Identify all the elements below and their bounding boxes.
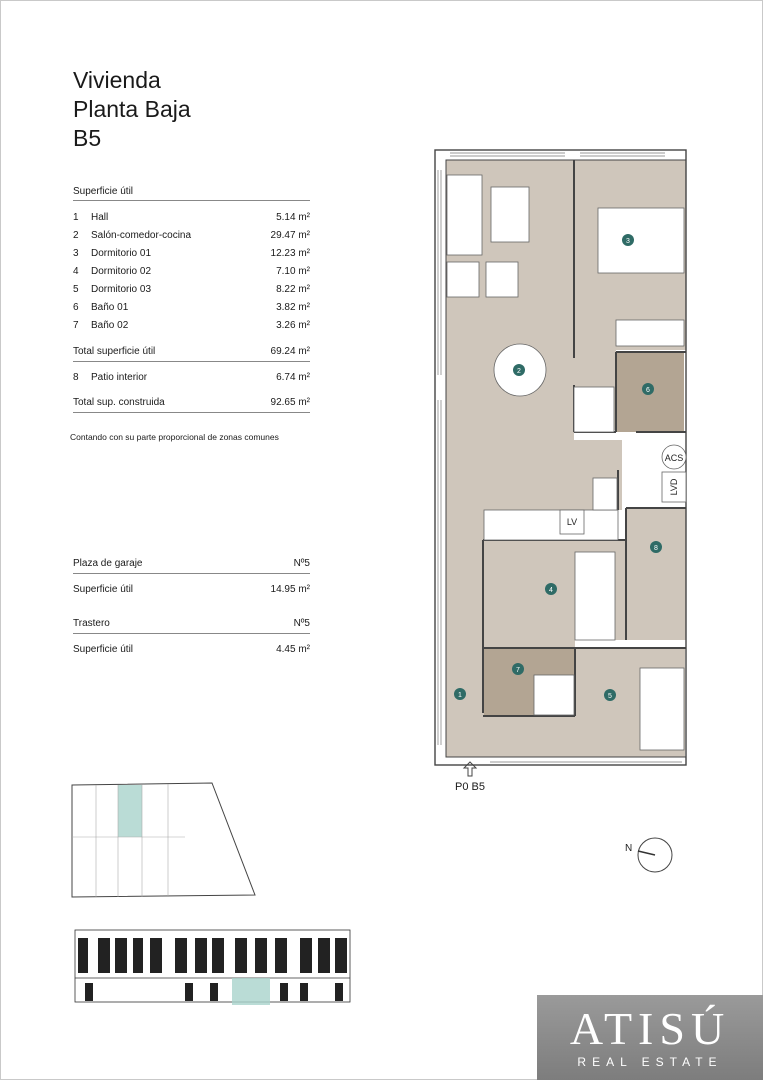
room-row: 4 Dormitorio 02 7.10 m² — [73, 266, 310, 277]
surface-header: Superficie útil — [73, 183, 310, 201]
title-line-2: Planta Baja — [73, 96, 191, 122]
bed-single — [575, 552, 615, 640]
marker-label: 7 — [516, 667, 520, 674]
room-row: 5 Dormitorio 03 8.22 m² — [73, 284, 310, 295]
room-row: 3 Dormitorio 01 12.23 m² — [73, 248, 310, 259]
marker-label: 6 — [646, 387, 650, 394]
storage-row: Trastero Nº5 — [73, 615, 310, 634]
garage-row: Plaza de garaje Nº5 — [73, 555, 310, 574]
built-row: Total sup. construida 92.65 m² — [73, 394, 310, 413]
garage-table — [73, 555, 310, 599]
sofa — [447, 175, 482, 255]
page-title — [73, 66, 191, 153]
room-row: 2 Salón-comedor-cocina 29.47 m² — [73, 230, 310, 241]
marker-label: 1 — [458, 692, 462, 699]
room-row: 6 Baño 01 3.82 m² — [73, 302, 310, 313]
title-line-3: B5 — [73, 125, 102, 151]
wardrobe — [616, 320, 684, 346]
entry-arrow-icon — [464, 762, 476, 776]
room-row: 1 Hall 5.14 m² — [73, 212, 310, 223]
highlighted-unit — [118, 785, 142, 837]
logo-name: ATISÚ — [569, 1003, 731, 1054]
marker-label: 5 — [608, 693, 612, 700]
marker-label: 2 — [517, 368, 521, 375]
brand-logo — [537, 995, 763, 1080]
lv-label: LV — [566, 517, 578, 527]
coffee-table — [491, 187, 529, 242]
surface-note: Contando con su parte proporcional de zonas comunes — [70, 432, 279, 442]
marker-label: 4 — [549, 587, 553, 594]
north-label: N — [625, 843, 633, 854]
logo-tagline: REAL ESTATE — [577, 1055, 723, 1069]
armchair — [447, 262, 479, 297]
room-row: 7 Baño 02 3.26 m² — [73, 320, 310, 331]
site-key-plan — [70, 780, 265, 900]
storage-surface-row: Superficie útil 4.45 m² — [73, 644, 310, 655]
shower-02 — [534, 675, 574, 715]
compass — [620, 832, 680, 882]
lvd-label: LVD — [669, 478, 679, 496]
patio-row: 8 Patio interior 6.74 m² — [73, 372, 310, 383]
floor-plan — [425, 145, 763, 800]
unit-label: P0 B5 — [455, 781, 485, 793]
shower-01 — [574, 387, 614, 432]
title-line-1: Vivienda — [73, 67, 161, 93]
building-elevation — [70, 920, 360, 1010]
bed-single-3 — [640, 668, 684, 750]
patio-floor — [626, 508, 686, 640]
surface-table — [73, 183, 310, 413]
bed-double — [598, 208, 684, 273]
garage-surface-row: Superficie útil 14.95 m² — [73, 584, 310, 595]
storage-table — [73, 615, 310, 659]
marker-label: 8 — [654, 545, 658, 552]
armchair — [486, 262, 518, 297]
highlighted-unit — [232, 978, 270, 1005]
acs-label: ACS — [664, 453, 684, 463]
marker-label: 3 — [626, 238, 630, 245]
kitchen-sink — [593, 478, 617, 510]
kitchen-counter — [484, 510, 618, 540]
total-row: Total superficie útil 69.24 m² — [73, 343, 310, 362]
